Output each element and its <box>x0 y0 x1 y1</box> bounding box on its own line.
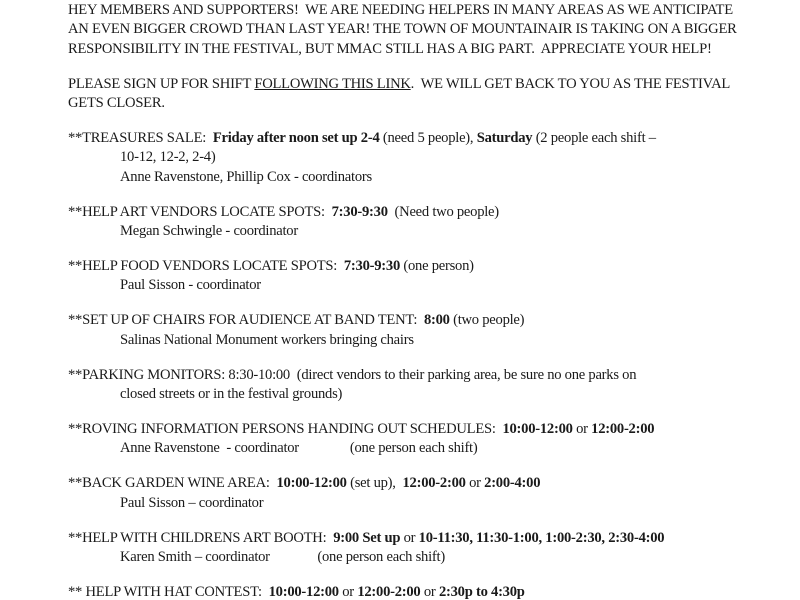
text-run: **HELP WITH CHILDRENS ART BOOTH: <box>68 529 334 546</box>
text-run: AN EVEN BIGGER CROWD THAN LAST YEAR! THE TOWN OF MOUNTAINAIR IS TAKING ON A BIGGER <box>68 21 737 38</box>
text-run: **HELP FOOD VENDORS LOCATE SPOTS: <box>68 258 344 275</box>
text-run: 10:00-12:00 <box>502 421 573 437</box>
text-run: ** HELP WITH HAT CONTEST: <box>68 583 269 600</box>
text-run: 2:30p to 4:30p <box>438 583 525 600</box>
text-run: or <box>338 583 358 600</box>
section-treasures-sale <box>68 129 760 187</box>
document-line <box>68 257 760 276</box>
section-help-food-vendors <box>68 257 760 296</box>
document-line <box>68 203 760 222</box>
document-body <box>68 1 760 600</box>
document-line <box>68 583 760 600</box>
text-run: (two people) <box>449 312 525 329</box>
text-run: (need 5 people), <box>379 130 477 147</box>
section-back-garden-wine <box>68 474 760 513</box>
document-line <box>68 94 760 113</box>
text-run: Anne Ravenstone - coordinator (one person each shift) <box>120 440 478 457</box>
text-run: **SET UP OF CHAIRS FOR AUDIENCE AT BAND TENT: <box>68 312 424 329</box>
document-line <box>68 20 760 39</box>
text-run: RESPONSIBILITY IN THE FESTIVAL, BUT MMAC STILL HAS A BIG PART. APPRECIATE YOUR HELP! <box>68 40 712 57</box>
text-run: Saturday <box>476 130 533 147</box>
section-help-art-vendors <box>68 203 760 242</box>
text-run: 10:00-12:00 <box>268 583 339 600</box>
signup-link[interactable]: FOLLOWING THIS LINK <box>254 75 411 92</box>
text-run: or <box>572 421 592 437</box>
document-line <box>68 529 760 548</box>
document-line <box>68 75 760 94</box>
text-run: **ROVING INFORMATION PERSONS HANDING OUT SCHEDULES: <box>68 421 503 437</box>
document-line <box>68 331 760 350</box>
section-hat-contest <box>68 583 760 600</box>
document-line <box>68 366 760 385</box>
document-line <box>68 311 760 330</box>
text-run: Karen Smith – coordinator (one person each shift) <box>120 549 445 566</box>
text-run: 12:00-2:00 <box>357 583 421 600</box>
text-run: or <box>420 583 439 600</box>
text-run: or <box>465 475 485 492</box>
text-run: 2:00-4:00 <box>484 475 541 492</box>
intro-paragraph <box>68 1 760 59</box>
text-run: (Need two people) <box>387 203 499 220</box>
text-run: 12:00-2:00 <box>402 475 466 492</box>
text-run: closed streets or in the festival grounds) <box>120 386 343 403</box>
text-run: (2 people each shift – <box>532 130 656 147</box>
text-run: **BACK GARDEN WINE AREA: <box>68 475 277 492</box>
text-run: Paul Sisson - coordinator <box>120 277 261 294</box>
text-run: Salinas National Monument workers bringing chairs <box>120 331 414 348</box>
text-run: 10-12, 12-2, 2-4) <box>120 149 216 166</box>
text-run: PLEASE SIGN UP FOR SHIFT <box>68 75 255 92</box>
document-line <box>68 148 760 167</box>
document-line <box>68 222 760 241</box>
text-run: **TREASURES SALE: <box>68 130 213 147</box>
document-line <box>68 474 760 493</box>
text-run: Friday after noon set up 2-4 <box>212 130 380 147</box>
text-run: 7:30-9:30 <box>331 203 388 220</box>
text-run: GETS CLOSER. <box>68 95 165 112</box>
document-line <box>68 439 760 458</box>
text-run: 7:30-9:30 <box>343 258 400 275</box>
text-run: (one person) <box>400 258 474 275</box>
text-run: **HELP ART VENDORS LOCATE SPOTS: <box>68 203 332 220</box>
section-childrens-art-booth <box>68 529 760 568</box>
text-run: 12:00-2:00 <box>591 421 655 437</box>
text-run: 10:00-12:00 <box>276 475 347 492</box>
document-line <box>68 129 760 148</box>
document-line <box>68 168 760 187</box>
document-line <box>68 420 760 439</box>
document-line <box>68 548 760 567</box>
document-line <box>68 494 760 513</box>
document-line <box>68 385 760 404</box>
document-line <box>68 1 760 20</box>
text-run: **PARKING MONITORS: 8:30-10:00 (direct vendors to their parking area, be sure no one parks on <box>68 366 637 383</box>
text-run: Anne Ravenstone, Phillip Cox - coordinators <box>120 168 372 185</box>
section-chair-setup <box>68 311 760 350</box>
text-run: Megan Schwingle - coordinator <box>120 223 298 240</box>
text-run: 9:00 Set up <box>333 529 401 546</box>
document-line <box>68 276 760 295</box>
text-run: HEY MEMBERS AND SUPPORTERS! WE ARE NEEDING HELPERS IN MANY AREAS AS WE ANTICIPATE <box>68 2 733 18</box>
text-run: (set up), <box>346 475 403 492</box>
document-line <box>68 40 760 59</box>
signup-paragraph <box>68 75 760 114</box>
section-roving-information <box>68 420 760 459</box>
text-run: 8:00 <box>423 312 450 329</box>
text-run: or <box>400 529 419 546</box>
text-run: Paul Sisson – coordinator <box>120 494 264 511</box>
section-parking-monitors <box>68 366 760 405</box>
text-run: 10-11:30, 11:30-1:00, 1:00-2:30, 2:30-4:00 <box>418 529 665 546</box>
text-run: . WE WILL GET BACK TO YOU AS THE FESTIVAL <box>410 75 731 92</box>
